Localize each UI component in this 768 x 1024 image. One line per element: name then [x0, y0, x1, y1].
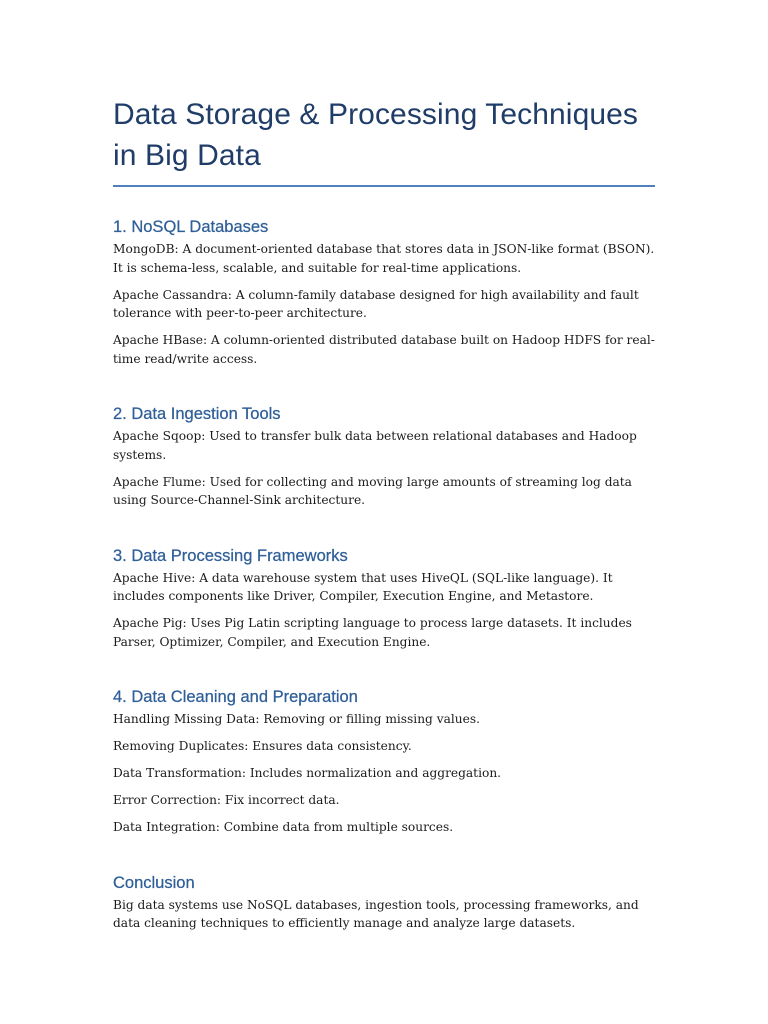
paragraph-integration: Data Integration: Combine data from multiple sources. [113, 820, 454, 834]
paragraph-sqoop: Apache Sqoop: Used to transfer bulk data between relational databases and Hadoop systems. [113, 429, 637, 462]
paragraph-conclusion: Big data systems use NoSQL databases, ingestion tools, processing frameworks, and data cleaning techniques to efficiently manage and analyze large datasets. [113, 897, 639, 930]
section-nosql-databases [113, 216, 655, 368]
document-page [113, 94, 655, 933]
section-heading: 1. NoSQL Databases [113, 218, 269, 236]
paragraph-cassandra: Apache Cassandra: A column-family database designed for high availability and fault tolerance with peer-to-peer architecture. [113, 287, 639, 320]
section-data-cleaning-preparation [113, 686, 655, 837]
title-underline-rule [113, 185, 655, 187]
paragraph-missing-data: Handling Missing Data: Removing or filling missing values. [113, 712, 480, 726]
section-heading: 4. Data Cleaning and Preparation [113, 688, 358, 706]
section-heading: 3. Data Processing Frameworks [113, 546, 348, 565]
paragraph-pig: Apache Pig: Uses Pig Latin scripting language to process large datasets. It includes Parser, Optimizer, Compiler, and Execution Engine. [113, 616, 632, 649]
document-title: Data Storage & Processing Techniques in Big Data [113, 98, 639, 172]
paragraph-error-correction: Error Correction: Fix incorrect data. [113, 793, 340, 807]
section-heading: Conclusion [113, 873, 195, 892]
paragraph-flume: Apache Flume: Used for collecting and moving large amounts of streaming log data using Source-Channel-Sink architecture. [113, 474, 632, 507]
section-heading: 2. Data Ingestion Tools [113, 405, 281, 423]
paragraph-hive: Apache Hive: A data warehouse system that uses HiveQL (SQL-like language). It includes components like Driver, Compiler, Execution Engine, and Metastore. [113, 570, 613, 603]
paragraph-mongodb: MongoDB: A document-oriented database that stores data in JSON-like format (BSON). It is schema-less, scalable, and suitable for real-time applications. [113, 242, 655, 275]
section-data-ingestion-tools [113, 403, 655, 510]
paragraph-hbase: Apache HBase: A column-oriented distributed database built on Hadoop HDFS for real-time read/write access. [113, 333, 655, 366]
section-data-processing-frameworks [113, 545, 655, 652]
section-conclusion [113, 872, 655, 933]
paragraph-transformation: Data Transformation: Includes normalization and aggregation. [113, 766, 502, 780]
paragraph-duplicates: Removing Duplicates: Ensures data consistency. [113, 739, 412, 753]
